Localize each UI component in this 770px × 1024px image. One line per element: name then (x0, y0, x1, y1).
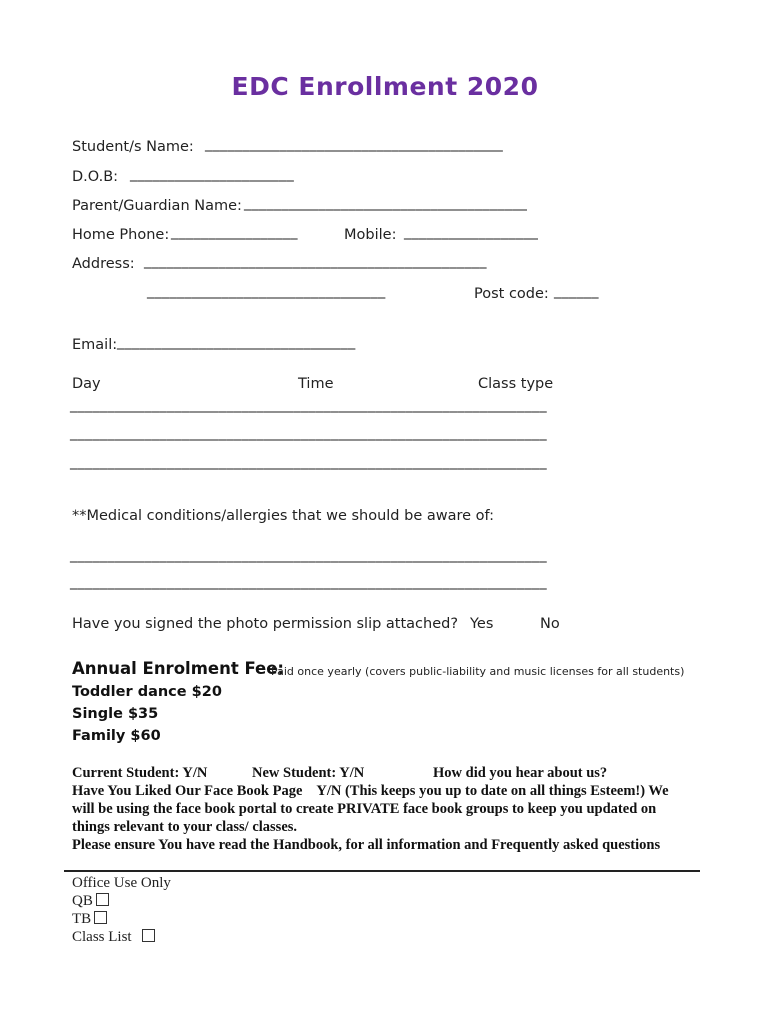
class-row-line[interactable]: ________________________________________________________________ (70, 425, 547, 441)
tb-checkbox[interactable] (94, 911, 107, 924)
day-header: Day (72, 376, 101, 392)
mobile-label: Mobile: (344, 227, 397, 243)
facebook-text-line: things relevant to your class/ classes. (72, 819, 298, 835)
postcode-label: Post code: (474, 286, 549, 302)
address-field-line2[interactable]: ________________________________ (147, 283, 386, 299)
facebook-text-line: will be using the face book portal to create PRIVATE face book groups to keep you updated on (72, 801, 657, 817)
email-field[interactable]: ________________________________ (117, 334, 356, 350)
annual-fee-note: Paid once yearly (covers public-liability and music licenses for all students) (271, 665, 685, 678)
home-phone-field[interactable]: _________________ (171, 224, 298, 240)
form-title: EDC Enrollment 2020 (231, 72, 539, 101)
class-row-line[interactable]: ________________________________________________________________ (70, 397, 547, 413)
dob-field[interactable]: ______________________ (130, 166, 294, 182)
office-tb-row (72, 911, 107, 928)
annual-fee-title: Annual Enrolment Fee: (72, 659, 285, 678)
fee-family: Family $60 (72, 728, 161, 744)
office-class-list-row (72, 929, 155, 946)
class-list-label: Class List (72, 929, 132, 945)
parent-name-field[interactable]: ______________________________________ (244, 195, 528, 211)
dob-label: D.O.B: (72, 169, 119, 185)
postcode-field[interactable]: ______ (554, 283, 599, 299)
medical-line[interactable]: ________________________________________________________________ (70, 574, 547, 590)
mobile-field[interactable]: __________________ (404, 224, 539, 240)
tb-label: TB (72, 911, 92, 927)
qb-label: QB (72, 893, 93, 909)
email-label: Email: (72, 337, 118, 353)
office-use-title: Office Use Only (72, 875, 171, 891)
qb-checkbox[interactable] (96, 893, 109, 906)
hear-about-text: How did you hear about us? (433, 765, 608, 781)
class-type-header: Class type (478, 376, 554, 392)
home-phone-label: Home Phone: (72, 227, 170, 243)
medical-line[interactable]: ________________________________________________________________ (70, 547, 547, 563)
time-header: Time (298, 376, 334, 392)
facebook-text-line: Have You Liked Our Face Book Page Y/N (This keeps you up to date on all things Esteem!) We (72, 783, 669, 799)
student-name-field[interactable]: ________________________________________ (205, 136, 503, 152)
current-student-text: Current Student: Y/N (72, 765, 208, 781)
student-name-label: Student/s Name: (72, 139, 194, 155)
office-divider (64, 870, 700, 872)
medical-label: **Medical conditions/allergies that we should be aware of: (72, 508, 495, 524)
fee-single: Single $35 (72, 706, 159, 722)
class-list-checkbox[interactable] (142, 929, 155, 942)
photo-permission-question: Have you signed the photo permission slip attached? (72, 616, 459, 632)
parent-name-label: Parent/Guardian Name: (72, 198, 242, 214)
address-label: Address: (72, 256, 135, 272)
photo-no-option[interactable]: No (540, 616, 560, 632)
new-student-text: New Student: Y/N (252, 765, 365, 781)
class-row-line[interactable]: ________________________________________________________________ (70, 454, 547, 470)
photo-yes-option[interactable]: Yes (470, 616, 494, 632)
fee-toddler: Toddler dance $20 (72, 684, 222, 700)
office-qb-row (72, 893, 109, 910)
handbook-text: Please ensure You have read the Handbook, for all information and Frequently asked questions (72, 837, 661, 853)
address-field-line1[interactable]: ______________________________________________ (144, 253, 487, 269)
